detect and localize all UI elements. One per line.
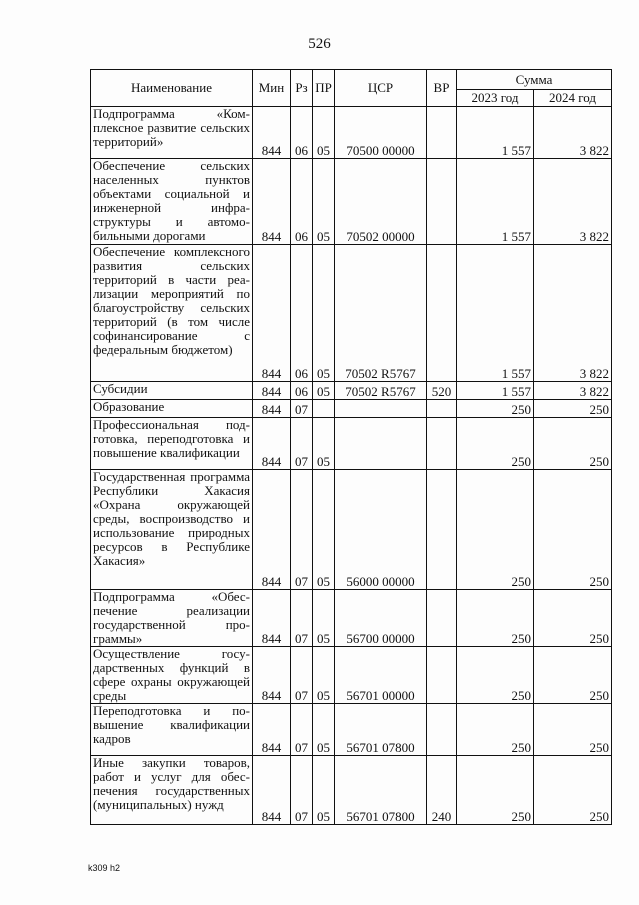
- header-name: Наименование: [91, 70, 253, 107]
- row-csr: 56701 00000: [335, 647, 427, 704]
- row-min: 844: [253, 470, 291, 590]
- row-sum-2023: 250: [457, 418, 534, 470]
- row-min: 844: [253, 704, 291, 756]
- row-csr: [335, 418, 427, 470]
- row-name: Государственная программа Республики Хакасия «Охрана окружающей среды, воспроизводство и использование природных ресурсов в Республике Хакасия»: [91, 470, 253, 590]
- row-min: 844: [253, 400, 291, 418]
- row-pr: 05: [313, 107, 335, 159]
- row-pr: 05: [313, 590, 335, 647]
- row-sum-2023: 250: [457, 704, 534, 756]
- table-row: [91, 245, 612, 382]
- row-sum-2024: 250: [534, 418, 612, 470]
- table-row: [91, 107, 612, 159]
- row-sum-2024: 3 822: [534, 382, 612, 400]
- row-min: 844: [253, 245, 291, 382]
- row-rz: 07: [291, 704, 313, 756]
- header-vr: ВР: [427, 70, 457, 107]
- row-vr: [427, 470, 457, 590]
- row-vr: [427, 590, 457, 647]
- row-sum-2024: 250: [534, 470, 612, 590]
- table-row: [91, 400, 612, 418]
- row-name: Подпрограмма «Обеспечение реализации государственной программы»: [91, 590, 253, 647]
- row-name: Субсидии: [91, 382, 253, 400]
- row-sum-2024: 250: [534, 704, 612, 756]
- row-vr: 240: [427, 756, 457, 825]
- row-rz: 06: [291, 107, 313, 159]
- row-csr: 70502 00000: [335, 159, 427, 245]
- row-rz: 06: [291, 159, 313, 245]
- row-name: Переподготовка и повышение квалификации кадров: [91, 704, 253, 756]
- row-sum-2023: 1 557: [457, 245, 534, 382]
- row-sum-2023: 250: [457, 400, 534, 418]
- row-pr: 05: [313, 756, 335, 825]
- row-csr: 70500 00000: [335, 107, 427, 159]
- row-sum-2024: 250: [534, 647, 612, 704]
- row-vr: [427, 647, 457, 704]
- row-min: 844: [253, 418, 291, 470]
- row-sum-2023: 1 557: [457, 107, 534, 159]
- table-row: [91, 159, 612, 245]
- row-name: Подпрограмма «Комплексное развитие сельских территорий»: [91, 107, 253, 159]
- row-vr: [427, 159, 457, 245]
- row-pr: 05: [313, 245, 335, 382]
- row-csr: [335, 400, 427, 418]
- row-sum-2023: 1 557: [457, 159, 534, 245]
- row-sum-2024: 250: [534, 400, 612, 418]
- row-pr: 05: [313, 704, 335, 756]
- row-sum-2023: 250: [457, 756, 534, 825]
- row-csr: 56700 00000: [335, 590, 427, 647]
- row-pr: 05: [313, 159, 335, 245]
- row-sum-2024: 3 822: [534, 159, 612, 245]
- row-min: 844: [253, 382, 291, 400]
- row-name: Профессиональная подготовка, переподготовка и повышение квалификации: [91, 418, 253, 470]
- table-row: [91, 704, 612, 756]
- row-csr: 56701 07800: [335, 704, 427, 756]
- row-sum-2024: 250: [534, 590, 612, 647]
- row-rz: 06: [291, 382, 313, 400]
- row-pr: 05: [313, 647, 335, 704]
- table-row: [91, 470, 612, 590]
- row-csr: 56701 07800: [335, 756, 427, 825]
- row-pr: 05: [313, 382, 335, 400]
- row-min: 844: [253, 756, 291, 825]
- row-rz: 06: [291, 245, 313, 382]
- row-name: Обеспечение комплексного развития сельских территорий в части реализации мероприятий по благоустройству сельских территорий (в том числе софинансирование с федеральным бюджетом): [91, 245, 253, 382]
- row-min: 844: [253, 590, 291, 647]
- row-sum-2024: 3 822: [534, 107, 612, 159]
- row-rz: 07: [291, 470, 313, 590]
- header-csr: ЦСР: [335, 70, 427, 107]
- row-name: Иные закупки товаров, работ и услуг для обеспечения государственных (муниципальных) нужд: [91, 756, 253, 825]
- row-pr: 05: [313, 470, 335, 590]
- header-year-2023: 2023 год: [457, 90, 534, 107]
- row-sum-2024: 3 822: [534, 245, 612, 382]
- row-csr: 56000 00000: [335, 470, 427, 590]
- row-pr: 05: [313, 418, 335, 470]
- row-vr: 520: [427, 382, 457, 400]
- row-name: Осуществление государственных функций в сфере охраны окружающей среды: [91, 647, 253, 704]
- header-sum: Сумма: [457, 70, 612, 90]
- budget-table: [90, 69, 612, 825]
- table-row: [91, 647, 612, 704]
- row-sum-2023: 250: [457, 590, 534, 647]
- row-vr: [427, 245, 457, 382]
- row-csr: 70502 R5767: [335, 245, 427, 382]
- table-row: [91, 418, 612, 470]
- row-vr: [427, 418, 457, 470]
- row-min: 844: [253, 647, 291, 704]
- header-rz: Рз: [291, 70, 313, 107]
- table-row: [91, 590, 612, 647]
- row-rz: 07: [291, 756, 313, 825]
- row-vr: [427, 704, 457, 756]
- table-row: [91, 382, 612, 400]
- footer-code: k309 h2: [88, 863, 121, 873]
- row-min: 844: [253, 107, 291, 159]
- row-rz: 07: [291, 647, 313, 704]
- header-min: Мин: [253, 70, 291, 107]
- row-sum-2023: 250: [457, 647, 534, 704]
- row-vr: [427, 107, 457, 159]
- row-sum-2024: 250: [534, 756, 612, 825]
- row-min: 844: [253, 159, 291, 245]
- row-sum-2023: 1 557: [457, 382, 534, 400]
- row-rz: 07: [291, 400, 313, 418]
- table-row: [91, 756, 612, 825]
- row-name: Образование: [91, 400, 253, 418]
- page-number: 526: [308, 36, 331, 52]
- row-csr: 70502 R5767: [335, 382, 427, 400]
- header-pr: ПР: [313, 70, 335, 107]
- row-rz: 07: [291, 418, 313, 470]
- header-year-2024: 2024 год: [534, 90, 612, 107]
- row-vr: [427, 400, 457, 418]
- row-rz: 07: [291, 590, 313, 647]
- row-pr: [313, 400, 335, 418]
- row-sum-2023: 250: [457, 470, 534, 590]
- row-name: Обеспечение сельских населенных пунктов объектами социальной и инженерной инфраструктуры и автомобильными дорогами: [91, 159, 253, 245]
